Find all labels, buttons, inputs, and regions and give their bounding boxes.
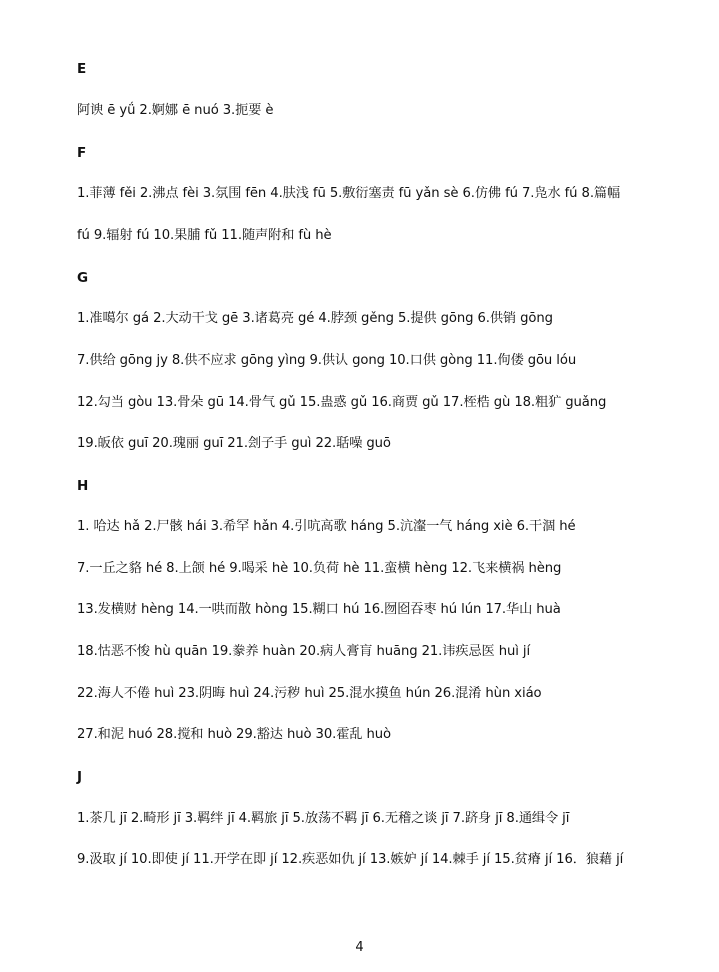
- text-line: 7.一丘之貉 hé 8.上颌 hé 9.喝采 hè 10.负荷 hè 11.蛮横 hèng 12.飞来横祸 hèng: [77, 561, 562, 576]
- text-line: 阿谀 ē yǘ 2.婀娜 ē nuó 3.扼要 è: [77, 103, 274, 118]
- section-heading-g: G: [77, 270, 88, 286]
- text-line: 27.和泥 huó 28.搅和 huò 29.豁达 huò 30.霍乱 huò: [77, 727, 391, 742]
- text-line: 9.汲取 jí 10.即使 jí 11.开学在即 jí 12.疾恶如仇 jí 13.嫉妒 jí 14.棘手 jí 15.贫瘠 jí 16．狼藉 jí: [77, 852, 624, 867]
- text-line: 18.怙恶不悛 hù quān 19.豢养 huàn 20.病人膏肓 huāng 21.讳疾忌医 huì jí: [77, 644, 531, 659]
- text-line: 1.准噶尔 gá 2.大动干戈 gē 3.诸葛亮 gé 4.脖颈 gěng 5.提供 gōng 6.供销 gōng: [77, 311, 553, 326]
- section-heading-f: F: [77, 145, 87, 161]
- section-heading-j: J: [77, 769, 82, 785]
- text-line: 7.供给 gōng jy 8.供不应求 gōng yìng 9.供认 gong 10.口供 gòng 11.佝偻 gōu lóu: [77, 353, 577, 368]
- text-line: fú 9.辐射 fú 10.果脯 fǔ 11.随声附和 fù hè: [77, 228, 332, 243]
- text-line: 12.勾当 gòu 13.骨朵 gū 14.骨气 gǔ 15.蛊惑 gǔ 16.商贾 gǔ 17.桎梏 gù 18.粗犷 guǎng: [77, 395, 607, 410]
- section-heading-h: H: [77, 478, 89, 494]
- text-line: 1. 哈达 hǎ 2.尸骸 hái 3.希罕 hǎn 4.引吭高歌 háng 5.沆瀣一气 háng xiè 6.干涸 hé: [77, 519, 576, 534]
- text-line: 22.海人不倦 huì 23.阴晦 huì 24.污秽 huì 25.混水摸鱼 hún 26.混淆 hùn xiáo: [77, 686, 542, 701]
- text-line: 19.皈依 guī 20.瑰丽 guī 21.刽子手 guì 22.聒噪 guō: [77, 436, 391, 451]
- text-line: 13.发横财 hèng 14.一哄而散 hòng 15.糊口 hú 16.囫囵吞枣 hú lún 17.华山 huà: [77, 602, 561, 617]
- text-line: 1.菲薄 fěi 2.沸点 fèi 3.氛围 fēn 4.肤浅 fū 5.敷衍塞责 fū yǎn sè 6.仿佛 fú 7.凫水 fú 8.篇幅: [77, 186, 621, 201]
- text-line: 1.茶几 jī 2.畸形 jī 3.羁绊 jī 4.羁旅 jī 5.放荡不羁 jī 6.无稽之谈 jī 7.跻身 jī 8.通缉令 jī: [77, 811, 570, 826]
- section-heading-e: E: [77, 61, 87, 77]
- page-number: 4: [355, 940, 364, 955]
